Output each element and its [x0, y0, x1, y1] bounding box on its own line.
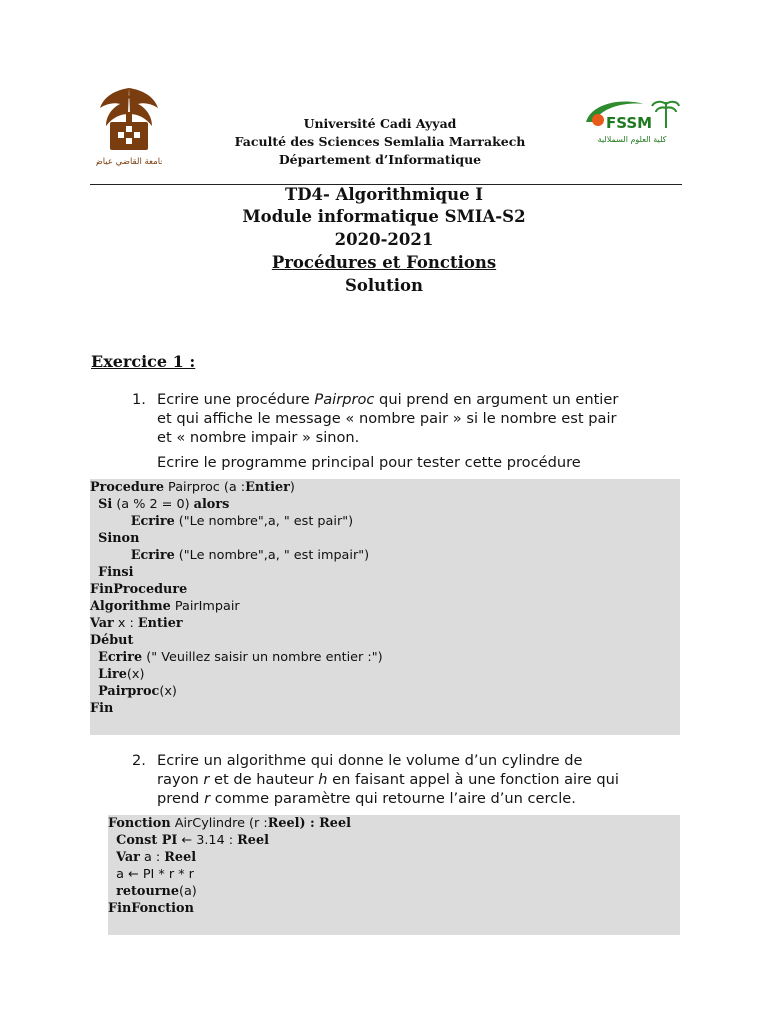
module-title: Module informatique SMIA-S2: [242, 207, 526, 226]
question-2-line1: Ecrire un algorithme qui donne le volume d’un cylindre de: [157, 752, 583, 769]
question-1-line4: Ecrire le programme principal pour tester cette procédure: [157, 454, 581, 471]
code-block-function: Fonction AirCylindre (r :Reel) : Reel Const PI ← 3.14 : Reel Var a : Reel a ← PI * r * r retourne(a) FinFonction: [108, 815, 680, 935]
logo-caption: جامعة القاضي عياض: [96, 157, 162, 167]
question-1-line1: Ecrire une procédure Pairproc qui prend en argument un entier: [157, 391, 619, 408]
solution-label: Solution: [344, 276, 424, 295]
question-1-line2: et qui affiche le message « nombre pair » si le nombre est pair: [157, 410, 617, 427]
question-2-line3: prend r comme paramètre qui retourne l’aire d’un cercle.: [157, 790, 576, 807]
year: 2020-2021: [334, 230, 434, 249]
topic: Procédures et Fonctions: [271, 253, 497, 272]
university-logo: [96, 86, 162, 168]
question-2-line2: rayon r et de hauteur h en faisant appel à une fonction aire qui: [157, 771, 619, 788]
fssm-logo: [584, 98, 680, 148]
logo-caption-right: كلية العلوم السملالية: [597, 135, 667, 144]
doc-title: TD4- Algorithmique I: [284, 185, 484, 204]
university-name: Université Cadi Ayyad: [303, 116, 457, 131]
question-number: 1.: [132, 391, 146, 408]
question-1-line3: et « nombre impair » sinon.: [157, 429, 360, 446]
question-number: 2.: [132, 752, 146, 769]
department-name: Département d’Informatique: [278, 152, 482, 167]
logo-text: FSSM: [606, 114, 653, 132]
code-block-procedure: Procedure Pairproc (a :Entier) Si (a % 2 = 0) alors Ecrire ("Le nombre",a, " est pair") Sinon Ecrire ("Le nombre",a, " est impair") Finsi FinProcedure Algorithme PairImpair Var x : Entier Début Ecrire (" Veuillez saisir un nombre entier :") Lire(x) Pairproc(x) Fin: [90, 479, 680, 735]
faculty-name: Faculté des Sciences Semlalia Marrakech: [234, 134, 526, 149]
exercise-heading: Exercice 1 :: [91, 352, 196, 371]
